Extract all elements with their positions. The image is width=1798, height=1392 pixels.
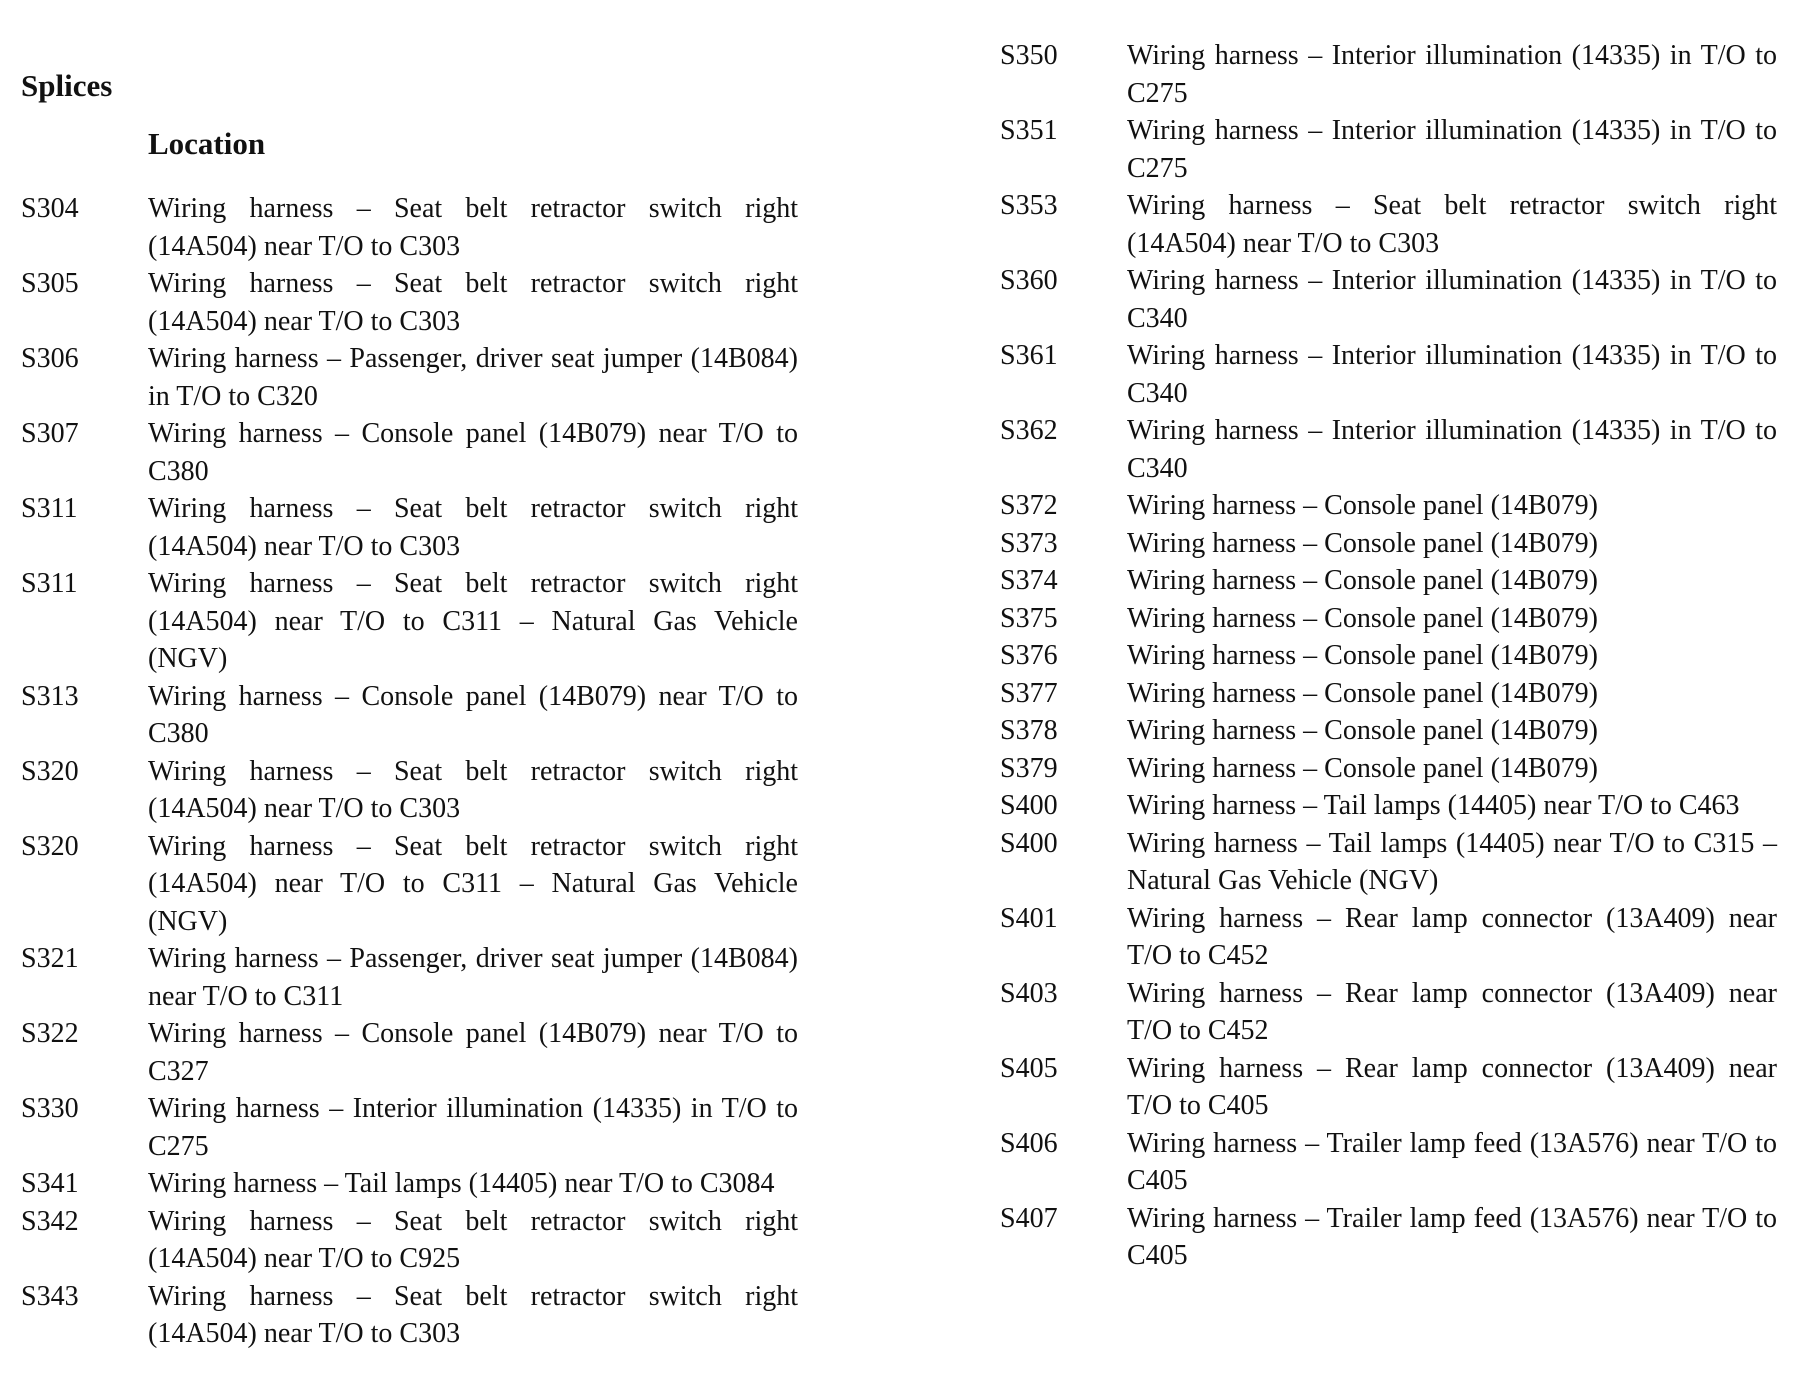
splice-location: Wiring harness – Interior illumination (14335) in T/O to C275: [1127, 115, 1777, 184]
splice-entry: [21, 265, 801, 340]
splice-location: Wiring harness – Rear lamp connector (13A409) near T/O to C452: [1127, 977, 1777, 1046]
splice-location: Wiring harness – Trailer lamp feed (13A576) near T/O to C405: [1127, 1202, 1777, 1271]
splice-entry: [1000, 825, 1780, 900]
splice-code: S406: [1000, 1127, 1058, 1159]
splice-entry: [21, 415, 801, 490]
splice-entry: [21, 340, 801, 415]
left-column: [21, 190, 801, 1353]
splice-entry: [21, 1165, 801, 1203]
splice-entry: [1000, 1050, 1780, 1125]
splice-code: S304: [21, 193, 79, 224]
splice-code: S400: [1000, 790, 1058, 821]
splice-code: S351: [1000, 115, 1058, 146]
splice-code: S379: [1000, 752, 1058, 784]
splice-entry: [21, 678, 801, 753]
right-column: [1000, 37, 1780, 1275]
splice-location: Wiring harness – Interior illumination (14335) in T/O to C275: [1127, 40, 1777, 109]
splice-location: Wiring harness – Seat belt retractor switch right (14A504) near T/O to C303: [148, 268, 798, 337]
splice-entry: [1000, 787, 1780, 825]
splice-location: Wiring harness – Console panel (14B079): [1127, 527, 1598, 559]
splice-code: S343: [21, 1280, 79, 1312]
splice-location: Wiring harness – Tail lamps (14405) near T/O to C463: [1127, 790, 1740, 821]
splice-location: Wiring harness – Tail lamps (14405) near T/O to C3084: [148, 1168, 775, 1199]
splice-entry: [1000, 712, 1780, 750]
splice-code: S403: [1000, 977, 1058, 1009]
section-heading: Splices: [21, 68, 113, 103]
splice-code: S306: [21, 343, 79, 374]
splice-entry: [1000, 975, 1780, 1050]
splice-location: Wiring harness – Interior illumination (14335) in T/O to C340: [1127, 340, 1777, 409]
splice-code: S342: [21, 1205, 79, 1237]
splice-code: S407: [1000, 1202, 1058, 1234]
splice-code: S361: [1000, 340, 1058, 371]
splice-code: S375: [1000, 602, 1058, 634]
splice-entry: [21, 753, 801, 828]
splice-entry: [21, 1015, 801, 1090]
splice-entry: [1000, 187, 1780, 262]
splice-location: Wiring harness – Seat belt retractor switch right (14A504) near T/O to C303: [148, 493, 798, 562]
splice-code: S311: [21, 568, 78, 599]
splice-entry: [1000, 562, 1780, 600]
splice-code: S400: [1000, 827, 1058, 859]
splice-entry: [1000, 412, 1780, 487]
splice-entry: [1000, 37, 1780, 112]
splice-code: S307: [21, 418, 79, 449]
splice-code: S341: [21, 1168, 79, 1199]
splice-location: Wiring harness – Console panel (14B079): [1127, 752, 1598, 784]
column-heading-location: Location: [148, 126, 266, 161]
splice-entry: [1000, 487, 1780, 525]
splice-location: Wiring harness – Seat belt retractor switch right (14A504) near T/O to C303: [1127, 190, 1777, 259]
splice-code: S376: [1000, 640, 1058, 671]
splice-entry: [1000, 112, 1780, 187]
splice-code: S360: [1000, 265, 1058, 296]
splice-entry: [1000, 600, 1780, 638]
splice-location: Wiring harness – Rear lamp connector (13A409) near T/O to C405: [1127, 1052, 1777, 1121]
splice-entry: [21, 565, 801, 678]
splice-entry: [1000, 1200, 1780, 1275]
splice-entry: [1000, 525, 1780, 563]
splice-code: S401: [1000, 902, 1058, 934]
splice-location: Wiring harness – Trailer lamp feed (13A576) near T/O to C405: [1127, 1127, 1777, 1196]
splice-location: Wiring harness – Console panel (14B079): [1127, 715, 1598, 746]
splice-location: Wiring harness – Rear lamp connector (13A409) near T/O to C452: [1127, 902, 1777, 971]
splice-code: S321: [21, 943, 79, 974]
splice-location: Wiring harness – Passenger, driver seat jumper (14B084) in T/O to C320: [148, 343, 798, 412]
splice-code: S374: [1000, 565, 1058, 596]
splice-location: Wiring harness – Seat belt retractor switch right (14A504) near T/O to C303: [148, 755, 798, 824]
splice-code: S353: [1000, 190, 1058, 221]
splice-entry: [1000, 675, 1780, 713]
splice-location: Wiring harness – Seat belt retractor switch right (14A504) near T/O to C311 – Natural Gas Vehicle (NGV): [148, 568, 798, 674]
splice-code: S330: [21, 1093, 79, 1124]
splice-location: Wiring harness – Console panel (14B079): [1127, 677, 1598, 709]
splice-location: Wiring harness – Console panel (14B079): [1127, 602, 1598, 634]
splice-location: Wiring harness – Interior illumination (14335) in T/O to C340: [1127, 415, 1777, 484]
splice-location: Wiring harness – Seat belt retractor switch right (14A504) near T/O to C303: [148, 193, 798, 262]
splice-location: Wiring harness – Console panel (14B079) near T/O to C380: [148, 418, 798, 487]
splice-location: Wiring harness – Console panel (14B079) near T/O to C327: [148, 1018, 798, 1087]
splice-location: Wiring harness – Console panel (14B079): [1127, 565, 1598, 596]
splice-code: S378: [1000, 715, 1058, 746]
splice-code: S372: [1000, 490, 1058, 521]
splice-code: S350: [1000, 40, 1058, 71]
splice-location: Wiring harness – Interior illumination (14335) in T/O to C340: [1127, 265, 1777, 334]
splice-entry: [1000, 900, 1780, 975]
splice-entry: [21, 940, 801, 1015]
splice-location: Wiring harness – Seat belt retractor switch right (14A504) near T/O to C311 – Natural Gas Vehicle (NGV): [148, 830, 798, 937]
splice-location: Wiring harness – Seat belt retractor switch right (14A504) near T/O to C303: [148, 1280, 798, 1349]
splice-location: Wiring harness – Console panel (14B079) near T/O to C380: [148, 680, 798, 749]
splice-code: S313: [21, 680, 79, 712]
splice-entry: [21, 190, 801, 265]
splice-entry: [1000, 337, 1780, 412]
splice-code: S405: [1000, 1052, 1058, 1084]
splice-code: S362: [1000, 415, 1058, 446]
splice-code: S322: [21, 1018, 79, 1049]
splice-location: Wiring harness – Tail lamps (14405) near T/O to C315 – Natural Gas Vehicle (NGV): [1127, 827, 1777, 896]
splice-location: Wiring harness – Interior illumination (14335) in T/O to C275: [148, 1093, 798, 1162]
splice-location: Wiring harness – Passenger, driver seat jumper (14B084) near T/O to C311: [148, 943, 798, 1012]
splice-entry: [21, 490, 801, 565]
splice-location: Wiring harness – Console panel (14B079): [1127, 640, 1598, 671]
splice-entry: [1000, 637, 1780, 675]
splice-code: S305: [21, 268, 79, 299]
splice-entry: [1000, 1125, 1780, 1200]
splice-code: S320: [21, 755, 79, 787]
splice-code: S320: [21, 830, 79, 862]
splice-entry: [1000, 750, 1780, 788]
splice-code: S373: [1000, 527, 1058, 559]
splice-entry: [21, 1203, 801, 1278]
splice-code: S311: [21, 493, 78, 524]
splice-entry: [21, 828, 801, 941]
splice-entry: [21, 1278, 801, 1353]
splice-location: Wiring harness – Console panel (14B079): [1127, 490, 1598, 521]
splice-code: S377: [1000, 677, 1058, 709]
splice-location: Wiring harness – Seat belt retractor switch right (14A504) near T/O to C925: [148, 1205, 798, 1274]
splice-entry: [1000, 262, 1780, 337]
splice-entry: [21, 1090, 801, 1165]
